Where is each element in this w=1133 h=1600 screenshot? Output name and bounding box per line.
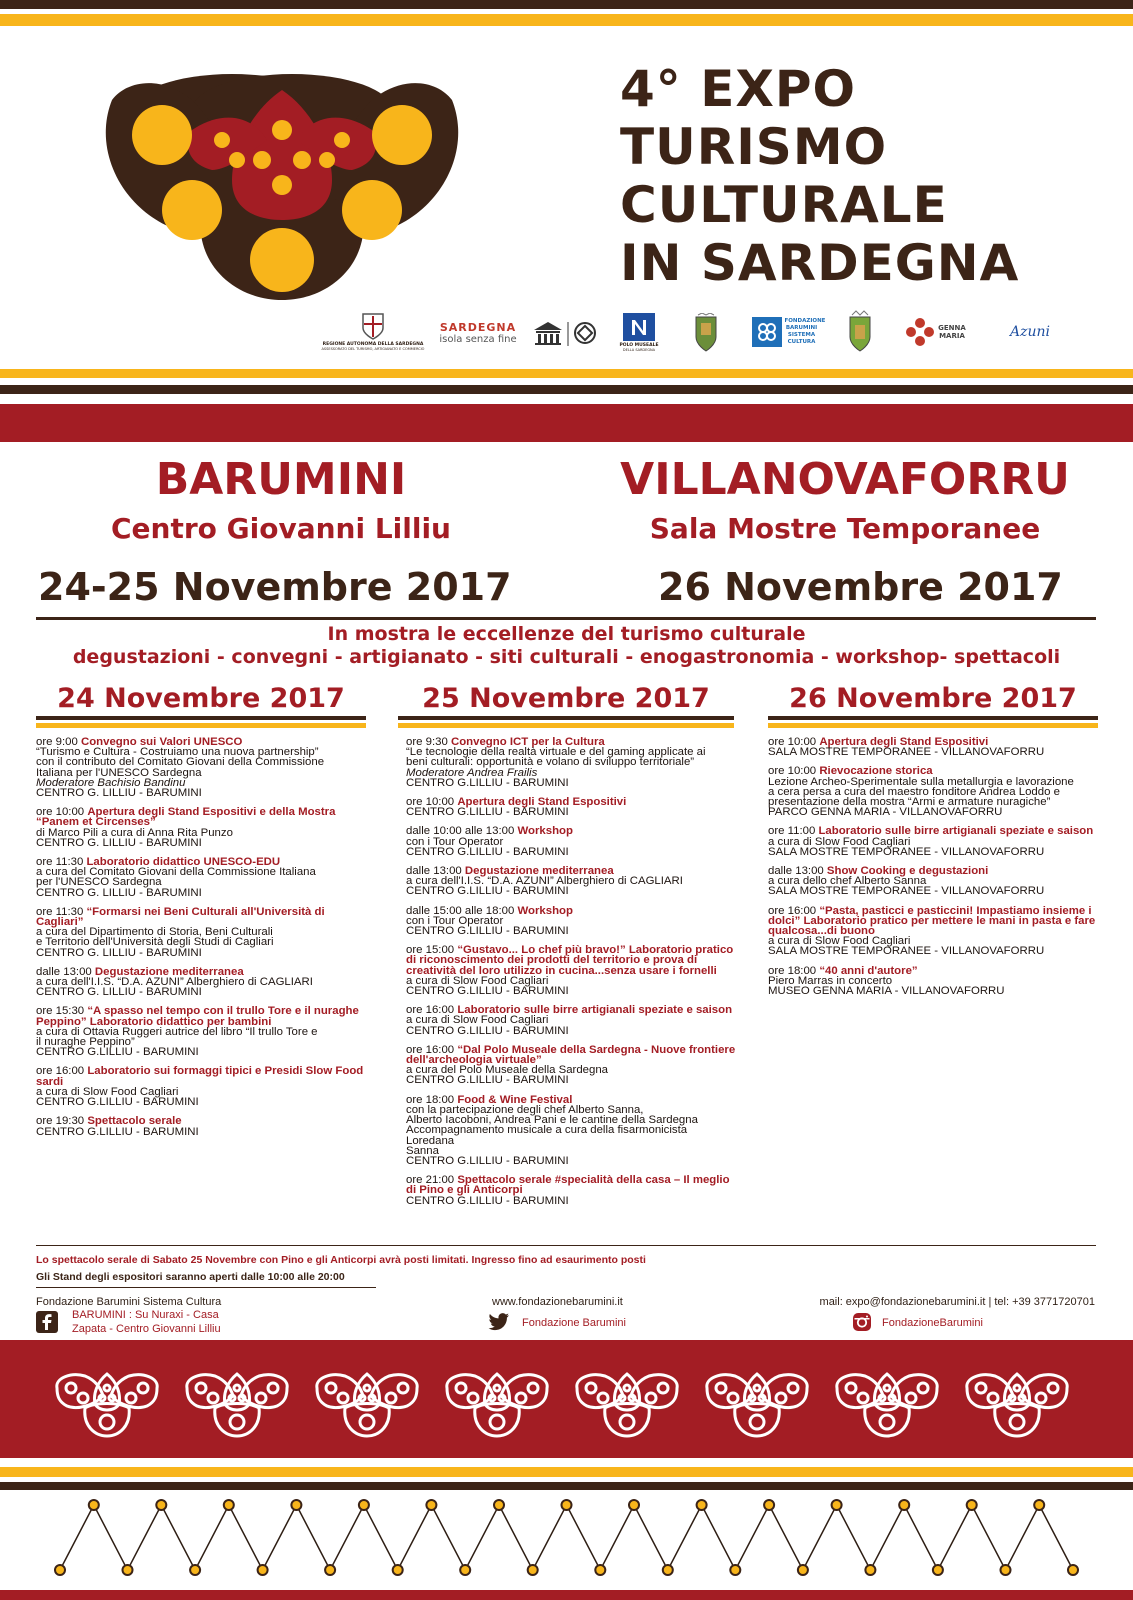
zigzag-dot — [123, 1565, 133, 1575]
event-location: CENTRO G.LILLIU - BARUMINI — [406, 885, 569, 898]
event-item — [36, 737, 366, 798]
polo-museale-text: POLO MUSEALE — [619, 342, 659, 348]
event-location: SALA MOSTRE TEMPORANEE - VILLANOVAFORRU — [768, 945, 1045, 958]
event-detail: a cura di Slow Food Cagliari — [768, 935, 911, 948]
zigzag-dot — [798, 1565, 808, 1575]
zigzag-dot — [1034, 1500, 1044, 1510]
instagram-handle[interactable]: FondazioneBarumini — [882, 1317, 983, 1329]
fondazione-knot-icon — [756, 321, 778, 343]
event-title-line: CULTURALE — [620, 176, 948, 234]
zigzag-dot — [1068, 1565, 1078, 1575]
event-title: “Gustavo... Lo chef più bravo!” Laboratorio pratico di riconoscimento dei prodotti del territorio e prova di creatività del loro utilizzo in cucina...senza usare i fornelli — [406, 944, 734, 977]
event-item — [406, 1045, 736, 1086]
notes — [36, 1246, 646, 1283]
zigzag-dot — [393, 1565, 403, 1575]
event-location: CENTRO G.LILLIU - BARUMINI — [406, 1194, 569, 1207]
white-butterflies-icon — [0, 1340, 1133, 1458]
event-location: CENTRO G. LILLIU - BARUMINI — [36, 787, 202, 800]
event-location: CENTRO G.LILLIU - BARUMINI — [406, 1024, 569, 1037]
event-location: CENTRO G.LILLIU - BARUMINI — [406, 776, 569, 789]
top-stripe-yellow — [0, 14, 1133, 26]
fondazione-barumini-logo — [751, 316, 826, 348]
event-detail: a cura di Slow Food Cagliari — [36, 1085, 179, 1098]
event-time: ore 18:00 — [406, 1093, 455, 1106]
instagram-icon[interactable] — [852, 1312, 872, 1332]
facebook-icon[interactable] — [36, 1311, 58, 1333]
zigzag-line — [60, 1505, 1073, 1570]
event-detail: Lezione Archeo-Sperimentale sulla metallurgia e lavorazione — [768, 775, 1074, 788]
regione-logo-text: REGIONE AUTONOMA DELLA SARDEGNA — [322, 341, 424, 347]
mid-stripe-yellow — [0, 369, 1133, 378]
event-item — [36, 807, 366, 848]
event-item — [36, 857, 366, 898]
event-detail: con i Tour Operator — [406, 914, 504, 927]
event-header — [406, 1175, 736, 1195]
zigzag-dot — [291, 1500, 301, 1510]
event-time: dalle 13:00 — [36, 965, 92, 978]
event-item — [36, 967, 366, 998]
event-item — [36, 1006, 366, 1057]
venue-right-date: 26 Novembre 2017 — [658, 565, 1063, 609]
zigzag-dot — [325, 1565, 335, 1575]
event-title: Degustazione mediterranea — [464, 865, 614, 878]
notes-bottom-rule — [36, 1287, 376, 1288]
event-title: Convegno ICT per la Cultura — [450, 736, 605, 748]
day-heading: 26 Novembre 2017 — [789, 683, 1077, 714]
event-item — [406, 1175, 736, 1206]
twitter-icon[interactable] — [488, 1313, 510, 1331]
event-time: ore 16:00 — [406, 1004, 455, 1017]
divider-rule — [36, 617, 1096, 620]
event-location: CENTRO G.LILLIU - BARUMINI — [406, 985, 569, 998]
event-detail: a cura del Dipartimento di Storia, Beni Culturali — [36, 926, 273, 939]
event-title-line: 4° EXPO — [620, 60, 857, 118]
event-header — [768, 906, 1098, 937]
event-location: CENTRO G.LILLIU - BARUMINI — [406, 1074, 569, 1087]
event-time: ore 10:00 — [768, 736, 817, 748]
sardegna-isola-logo — [436, 318, 520, 348]
day-heading: 25 Novembre 2017 — [422, 683, 710, 714]
facebook-line-1[interactable]: BARUMINI : Su Nuraxi - Casa — [72, 1309, 219, 1321]
fondazione-mark — [752, 317, 782, 347]
event-title — [620, 60, 1019, 292]
bottom-stripe-yellow — [0, 1467, 1133, 1477]
event-title: Workshop — [517, 904, 573, 917]
event-detail: a cura di Slow Food Cagliari — [406, 1014, 549, 1027]
regione-shield-icon — [361, 312, 385, 340]
event-title: Food & Wine Festival — [457, 1093, 573, 1106]
event-location: CENTRO G.LILLIU - BARUMINI — [406, 845, 569, 858]
event-location: CENTRO G.LILLIU - BARUMINI — [406, 1154, 569, 1167]
event-time: ore 10:00 — [406, 796, 455, 809]
event-time: ore 19:30 — [36, 1115, 85, 1128]
event-moderator: Moderatore Bachisio Bandinu — [36, 776, 186, 789]
event-item — [36, 1116, 366, 1136]
event-item — [406, 1005, 736, 1036]
zigzag-dot — [595, 1565, 605, 1575]
sponsor-logos — [318, 308, 1118, 360]
event-detail: con il contributo del Comitato Giovani della Commissione — [36, 756, 325, 769]
event-title-line: IN SARDEGNA — [620, 234, 1020, 292]
venue-left-place: Centro Giovanni Lilliu — [111, 512, 451, 545]
event-time: dalle 13:00 — [406, 865, 462, 878]
zigzag-dot — [967, 1500, 977, 1510]
event-title: Rievocazione storica — [819, 765, 933, 778]
event-location: CENTRO G. LILLIU - BARUMINI — [36, 946, 202, 959]
zigzag-dot — [899, 1500, 909, 1510]
comune-barumini-logo — [690, 312, 722, 354]
event-item — [768, 826, 1098, 857]
event-time: ore 11:30 — [36, 856, 84, 869]
event-time: ore 16:00 — [406, 1043, 455, 1056]
event-location: SALA MOSTRE TEMPORANEE - VILLANOVAFORRU — [768, 845, 1045, 858]
event-time: ore 11:00 — [768, 825, 816, 838]
event-detail: di Marco Pili a cura di Anna Rita Punzo — [36, 826, 233, 839]
event-detail: presentazione della mostra “Armi e armature nuragiche” — [768, 796, 1051, 809]
zigzag-dot — [494, 1500, 504, 1510]
twitter-handle[interactable]: Fondazione Barumini — [522, 1317, 626, 1329]
genna-maria-text: GENNA MARIA — [938, 324, 966, 340]
sardegna-logo-sub: isola senza fine — [439, 334, 517, 345]
bottom-stripe-red — [0, 1590, 1133, 1600]
day-heading-underline — [36, 716, 366, 728]
mid-stripe-red — [0, 404, 1133, 442]
event-title: Apertura degli Stand Espositivi — [819, 736, 989, 748]
event-location: CENTRO G.LILLIU - BARUMINI — [406, 806, 569, 819]
event-detail: Piero Marras in concerto — [768, 974, 893, 987]
event-header — [36, 1066, 366, 1086]
event-detail: “Turismo e Cultura - Costruiamo una nuova partnership” — [36, 746, 319, 759]
event-detail: a cura dello chef Alberto Sanna — [768, 875, 927, 888]
zigzag-dot — [865, 1565, 875, 1575]
event-item — [406, 945, 736, 996]
facebook-line-2[interactable]: Zapata - Centro Giovanni Lilliu — [72, 1323, 221, 1335]
event-time: ore 11:30 — [36, 905, 84, 918]
venue-right-place: Sala Mostre Temporanee — [649, 512, 1041, 545]
event-location: PARCO GENNA MARIA - VILLANOVAFORRU — [768, 806, 1003, 819]
event-item — [406, 866, 736, 897]
event-detail: e Territorio dell'Università degli Studi di Cagliari — [36, 936, 274, 949]
event-item — [406, 906, 736, 937]
event-detail: con la partecipazione degli chef Alberto Sanna, — [406, 1103, 644, 1116]
comune-villanovaforru-logo — [843, 308, 877, 354]
event-detail: a cura di Slow Food Cagliari — [406, 974, 549, 987]
event-time: ore 15:00 — [406, 944, 455, 957]
fondazione-logo-text: FONDAZIONE BARUMINI — [784, 318, 826, 331]
event-header — [406, 945, 736, 976]
event-header — [36, 1006, 366, 1026]
event-item — [768, 737, 1098, 757]
event-location: CENTRO G.LILLIU - BARUMINI — [406, 925, 569, 938]
zigzag-dot — [258, 1565, 268, 1575]
event-detail: “Le tecnologie della realtà virtuale e del gaming applicate ai — [406, 746, 706, 759]
event-time: ore 9:00 — [36, 736, 78, 748]
event-title: “Pasta, pasticci e pasticcini! Impastiamo insieme i dolci” Laboratorio pratico per mettere le mani in pasta e fare qualcosa...di buono — [768, 904, 1096, 938]
polo-museale-sub: DELLA SARDEGNA — [622, 347, 656, 352]
event-location: CENTRO G. LILLIU - BARUMINI — [36, 886, 202, 899]
event-header — [36, 807, 366, 827]
footer-website[interactable]: www.fondazionebarumini.it — [492, 1296, 623, 1308]
event-location: CENTRO G. LILLIU - BARUMINI — [36, 986, 202, 999]
event-title: Workshop — [517, 825, 573, 838]
event-location: SALA MOSTRE TEMPORANEE - VILLANOVAFORRU — [768, 885, 1045, 898]
event-time: ore 16:00 — [36, 1065, 85, 1078]
butterfly-motif-band — [0, 1340, 1133, 1458]
bottom-stripe-brown — [0, 1482, 1133, 1490]
fondazione-logo-text-wrap — [784, 318, 826, 346]
event-detail: a cura dell'I.I.S. “D.A. AZUNI” Alberghiero di CAGLIARI — [406, 875, 683, 888]
event-detail: a cura del Comitato Giovani della Commissione Italiana — [36, 866, 316, 879]
event-time: ore 18:00 — [768, 964, 817, 977]
sardegna-logo-text: SARDEGNA — [439, 321, 517, 334]
comune-barumini-crest-icon — [692, 313, 720, 353]
event-time: dalle 10:00 alle 13:00 — [406, 825, 515, 838]
event-detail: a cura del Polo Museale della Sardegna — [406, 1064, 609, 1077]
event-time: ore 10:00 — [36, 806, 85, 819]
event-item — [406, 797, 736, 817]
zigzag-dot — [190, 1565, 200, 1575]
event-title: “Dal Polo Museale della Sardegna - Nuove frontiere dell'archeologia virtuale” — [406, 1043, 736, 1067]
event-location: MUSEO GENNA MARIA - VILLANOVAFORRU — [768, 985, 1005, 998]
zigzag-dot — [629, 1500, 639, 1510]
unesco-temple-icon — [530, 318, 600, 348]
zigzag-dot — [156, 1500, 166, 1510]
note-show-limited: Lo spettacolo serale di Sabato 25 Novembre con Pino e gli Anticorpi avrà posti limitati. Ingresso fino ad esaurimento posti — [36, 1254, 646, 1266]
event-item — [768, 866, 1098, 897]
event-time: ore 9:30 — [406, 736, 448, 748]
azuni-logo — [998, 318, 1062, 346]
day-heading-underline — [398, 716, 734, 728]
top-stripe-brown — [0, 0, 1133, 9]
event-detail: per l'UNESCO Sardegna — [36, 876, 162, 889]
tagline-exhibit: In mostra le eccellenze del turismo culturale — [327, 623, 806, 645]
event-time: ore 10:00 — [768, 765, 817, 778]
zigzag-dot — [764, 1500, 774, 1510]
regione-logo-sub: ASSESSORATO DEL TURISMO, ARTIGIANATO E COMMERCIO — [321, 346, 425, 351]
event-item — [36, 907, 366, 958]
zigzag-dot — [89, 1500, 99, 1510]
event-detail: con i Tour Operator — [406, 835, 504, 848]
event-time: ore 16:00 — [768, 904, 817, 917]
polo-museale-logo — [618, 308, 660, 356]
event-detail: Accompagnamento musicale a cura della fisarmonicista Loredana — [406, 1124, 688, 1147]
event-title: Show Cooking e degustazioni — [826, 865, 989, 878]
zigzag-dot — [224, 1500, 234, 1510]
fondazione-logo-sub: SISTEMA CULTURA — [787, 332, 816, 345]
zigzag-dot — [663, 1565, 673, 1575]
event-location: CENTRO G.LILLIU - BARUMINI — [36, 1125, 199, 1138]
footer-org: Fondazione Barumini Sistema Cultura — [36, 1296, 222, 1308]
event-detail: Sanna — [406, 1144, 439, 1157]
event-location: CENTRO G.LILLIU - BARUMINI — [36, 1046, 199, 1059]
venue-right-city: VILLANOVAFORRU — [620, 454, 1070, 505]
event-title: Degustazione mediterranea — [94, 965, 244, 978]
day-3-program — [768, 737, 1098, 1005]
event-title: Laboratorio didattico UNESCO-EDU — [86, 856, 281, 869]
event-detail: Alberto Iacoboni, Andrea Pani e le cantine della Sardegna — [406, 1114, 698, 1127]
event-detail: a cera persa a cura del maestro fonditore Andrea Loddo e — [768, 785, 1060, 798]
event-title: Spettacolo serale #specialità della casa – Il meglio di Pino e gli Anticorpi — [406, 1174, 730, 1197]
zigzag-dot — [562, 1500, 572, 1510]
venue-left-city: BARUMINI — [155, 454, 407, 505]
zigzag-dot — [460, 1565, 470, 1575]
regione-sardegna-logo — [318, 308, 428, 354]
event-title: Spettacolo serale — [87, 1115, 182, 1128]
zigzag-pattern-icon — [0, 1495, 1133, 1585]
day-heading-underline — [768, 716, 1098, 728]
zigzag-dot — [528, 1565, 538, 1575]
event-title: Convegno sui Valori UNESCO — [80, 736, 243, 748]
event-location: CENTRO G.LILLIU - BARUMINI — [36, 1096, 199, 1109]
genna-maria-flower-icon — [905, 317, 935, 347]
event-detail: a cura di Ottavia Ruggeri autrice del libro “Il trullo Tore e — [36, 1025, 318, 1038]
event-title: Laboratorio sulle birre artigianali speziate e saison — [457, 1004, 733, 1017]
day-1-program — [36, 737, 366, 1146]
event-item — [406, 737, 736, 788]
event-item — [36, 1066, 366, 1107]
event-detail: il nuraghe Peppino” — [36, 1036, 135, 1049]
zigzag-dot — [832, 1500, 842, 1510]
event-item — [406, 826, 736, 857]
event-time: ore 21:00 — [406, 1174, 455, 1187]
tagline-activities: degustazioni - convegni - artigianato - siti culturali - enogastronomia - workshop- spettacoli — [72, 646, 1061, 668]
event-title: “40 anni d'autore” — [819, 964, 918, 977]
polo-museale-n-icon — [629, 317, 649, 337]
event-time: ore 15:30 — [36, 1005, 85, 1018]
day-2-program — [406, 737, 736, 1215]
event-time: dalle 15:00 alle 18:00 — [406, 904, 515, 917]
azuni-text: Azuni — [1010, 324, 1050, 340]
event-title: “A spasso nel tempo con il trullo Tore e il nuraghe Peppino” Laboratorio didattico per bambini — [36, 1005, 359, 1028]
event-title: “Formarsi nei Beni Culturali all'Università di Cagliari” — [36, 905, 325, 929]
zigzag-dot — [933, 1565, 943, 1575]
genna-maria-logo — [904, 316, 968, 348]
event-title: Apertura degli Stand Espositivi — [457, 796, 627, 809]
comune-villanovaforru-crest-icon — [845, 309, 875, 353]
unesco-logo — [530, 318, 600, 348]
event-title: Apertura degli Stand Espositivi e della Mostra “Panem et Circenses” — [36, 806, 336, 829]
event-title-line: TURISMO — [620, 118, 888, 176]
event-detail: beni culturali: opportunità e volano di sviluppo territoriale” — [406, 756, 695, 769]
event-item — [768, 966, 1098, 997]
event-item — [406, 1095, 736, 1166]
event-detail: Italiana per l'UNESCO Sardegna — [36, 766, 202, 779]
zigzag-dot — [359, 1500, 369, 1510]
butterfly-logo-icon — [82, 60, 482, 310]
event-moderator: Moderatore Andrea Frailis — [406, 766, 538, 779]
event-header — [36, 907, 366, 927]
venue-left-date: 24-25 Novembre 2017 — [38, 565, 512, 609]
event-time: dalle 13:00 — [768, 865, 824, 878]
mid-stripe-brown — [0, 385, 1133, 394]
event-title: Laboratorio sui formaggi tipici e Presidi Slow Food sardi — [36, 1065, 364, 1088]
day-heading: 24 Novembre 2017 — [57, 683, 345, 714]
footer-contact[interactable]: mail: expo@fondazionebarumini.it | tel: +39 3771720701 — [819, 1296, 1095, 1308]
event-header — [406, 1045, 736, 1065]
polo-museale-mark — [623, 313, 655, 341]
note-stand-hours: Gli Stand degli espositori saranno aperti dalle 10:00 alle 20:00 — [36, 1271, 345, 1283]
event-header — [36, 1116, 366, 1126]
event-location: SALA MOSTRE TEMPORANEE - VILLANOVAFORRU — [768, 746, 1045, 759]
event-title: Laboratorio sulle birre artigianali speziate e saison — [818, 825, 1094, 838]
zigzag-dot — [697, 1500, 707, 1510]
event-detail: a cura dell'I.I.S. “D.A. AZUNI” Alberghiero di CAGLIARI — [36, 976, 313, 989]
event-detail: a cura di Slow Food Cagliari — [768, 835, 911, 848]
event-location: CENTRO G. LILLIU - BARUMINI — [36, 836, 202, 849]
zigzag-dot — [55, 1565, 65, 1575]
zigzag-dot — [730, 1565, 740, 1575]
zigzag-dot — [426, 1500, 436, 1510]
event-item — [768, 906, 1098, 957]
event-item — [768, 766, 1098, 817]
zigzag-dot — [1001, 1565, 1011, 1575]
